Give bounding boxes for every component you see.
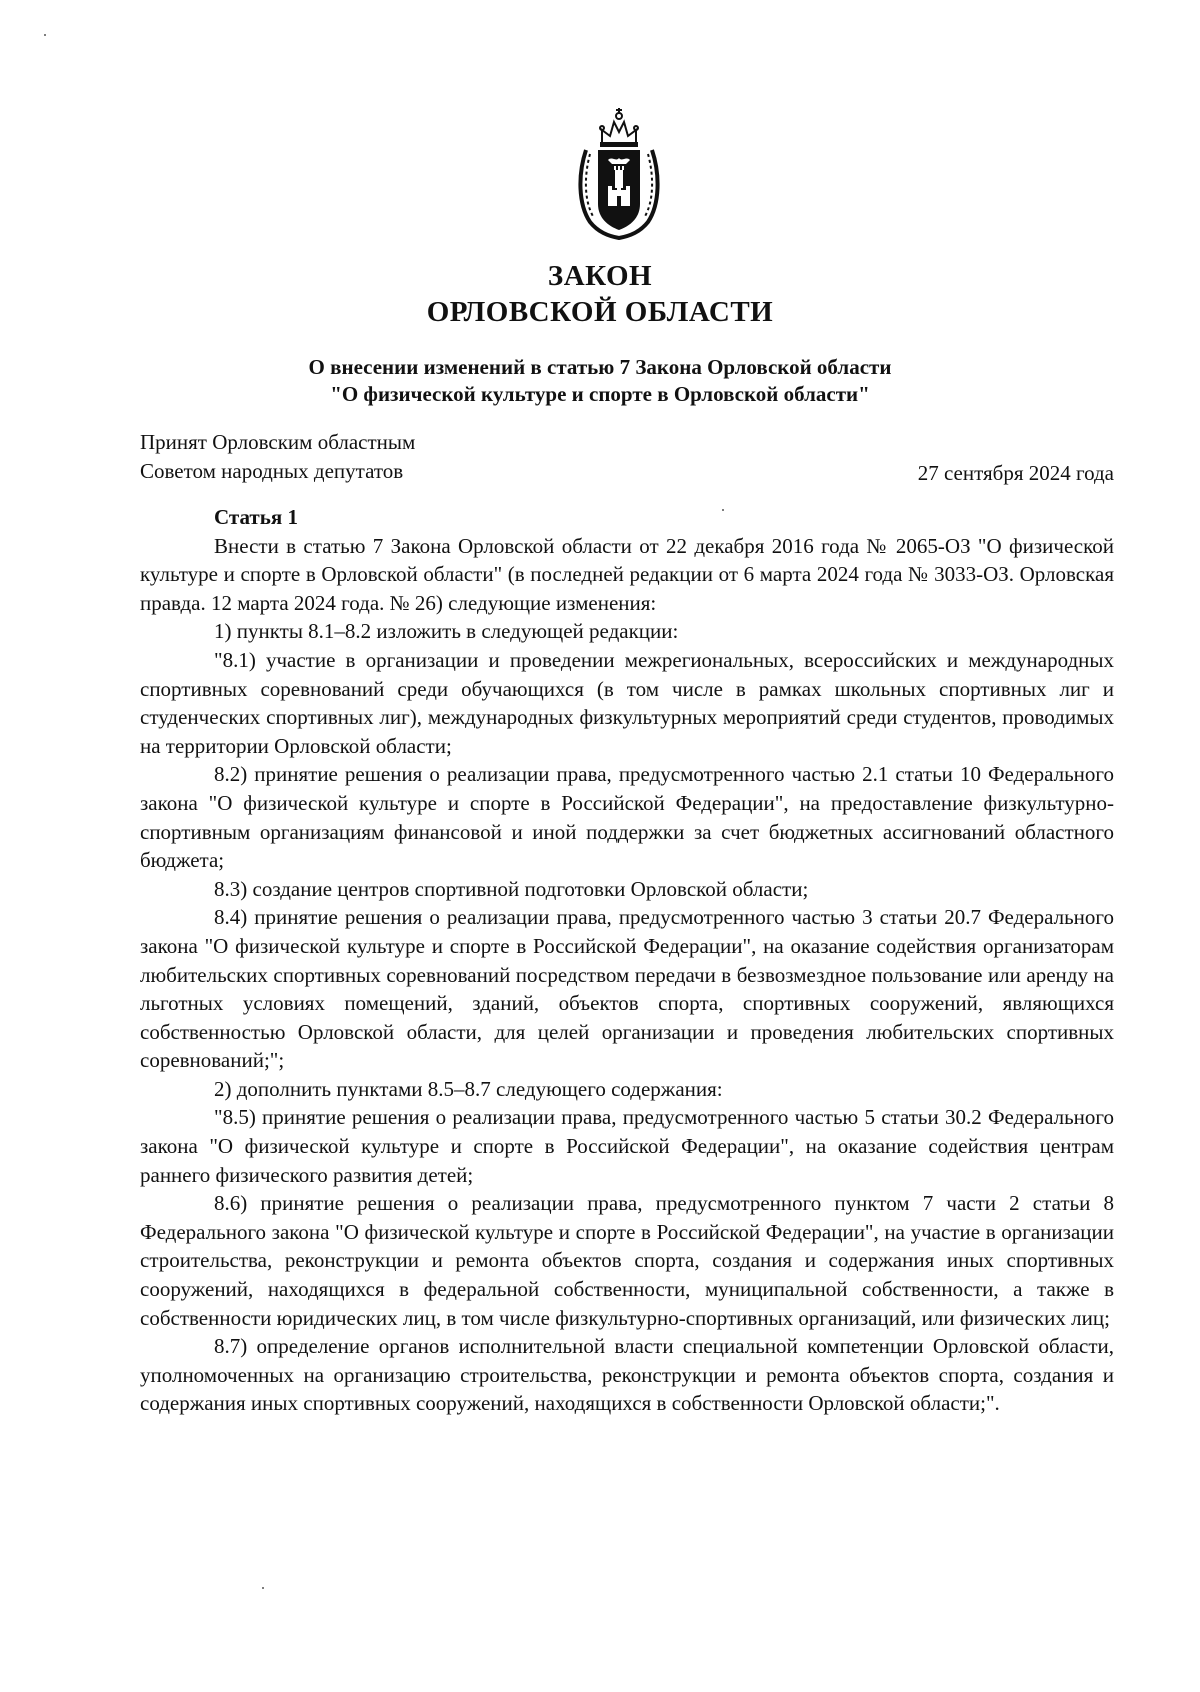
- paragraph: 8.3) создание центров спортивной подготовки Орловской области;: [214, 876, 809, 901]
- paragraph: 8.7) определение органов исполнительной власти специальной компетенции Орловской области, уполномоченных на организацию строительства, реконструкции и ремонта объектов спорта, создания и содержания иных спортивных сооружений, находящихся в собственности Орловской области;".: [140, 1334, 1114, 1416]
- document-subtitle-line-2: "О физической культуре и спорте в Орловской области": [330, 382, 870, 406]
- document-title-line-1: ЗАКОН: [547, 260, 653, 292]
- paragraph: 2) дополнить пунктами 8.5–8.7 следующего содержания:: [214, 1076, 723, 1101]
- paragraph: Внести в статью 7 Закона Орловской области от 22 декабря 2016 года № 2065-ОЗ "О физической культуре и спорте в Орловской области" (в последней редакции от 6 марта 2024 года № 3033-ОЗ. Орловская правда. 12 марта 2024 года. № 26) следующие изменения:: [140, 533, 1114, 615]
- article-heading: Статья 1: [214, 505, 298, 529]
- paragraph: 1) пункты 8.1–8.2 изложить в следующей редакции:: [214, 619, 679, 644]
- paragraph: 8.2) принятие решения о реализации права, предусмотренного частью 2.1 статьи 10 Федерального закона "О физической культуре и спорте в Российской Федерации", на предоставление физкультурно-спортивным организациям финансовой и иной поддержки за счет бюджетных ассигнований областного бюджета;: [140, 762, 1114, 873]
- paragraph: "8.5) принятие решения о реализации права, предусмотренного частью 5 статьи 30.2 Федерального закона "О физической культуре и спорте в Российской Федерации", на оказание содействия центрам раннего физического развития детей;: [140, 1105, 1114, 1187]
- adopted-by-line-2: Советом народных депутатов: [140, 459, 404, 483]
- adopted-by-line-1: Принят Орловским областным: [140, 430, 416, 454]
- scan-speck: [262, 1587, 264, 1589]
- coat-of-arms-icon: [572, 104, 666, 242]
- paragraph: "8.1) участие в организации и проведении межрегиональных, всероссийских и международных спортивных соревнований среди обучающихся (в том числе в рамках школьных спортивных лиг и студенческих спортивных лиг), международных физкультурных мероприятий среди студентов, проводимых на территории Орловской области;: [140, 647, 1114, 758]
- paragraph: 8.4) принятие решения о реализации права, предусмотренного частью 3 статьи 20.7 Федерального закона "О физической культуре и спорте в Российской Федерации", на оказание содействия организаторам любительских спортивных соревнований посредством передачи в безвозмездное пользование или аренду на льготных условиях помещений, зданий, объектов спорта, спортивных сооружений, являющихся собственностью Орловской области, для целей организации и проведения любительских спортивных соревнований;";: [140, 905, 1114, 1073]
- scan-speck: [722, 509, 724, 511]
- document-title-line-2: ОРЛОВСКОЙ ОБЛАСТИ: [426, 296, 774, 328]
- scan-speck: [44, 34, 46, 36]
- document-subtitle-line-1: О внесении изменений в статью 7 Закона Орловской области: [308, 355, 892, 379]
- adoption-date: 27 сентября 2024 года: [917, 461, 1114, 485]
- document-body: [140, 503, 1114, 1418]
- paragraph: 8.6) принятие решения о реализации права, предусмотренного пунктом 7 части 2 статьи 8 Федерального закона "О физической культуре и спорте в Российской Федерации", на участие в организации строительства, реконструкции и ремонта объектов спорта, создания и содержания иных спортивных сооружений, находящихся в федеральной собственности, муниципальной собственности, а также в собственности юридических лиц, в том числе физкультурно-спортивных организаций, или физических лиц;: [140, 1191, 1114, 1330]
